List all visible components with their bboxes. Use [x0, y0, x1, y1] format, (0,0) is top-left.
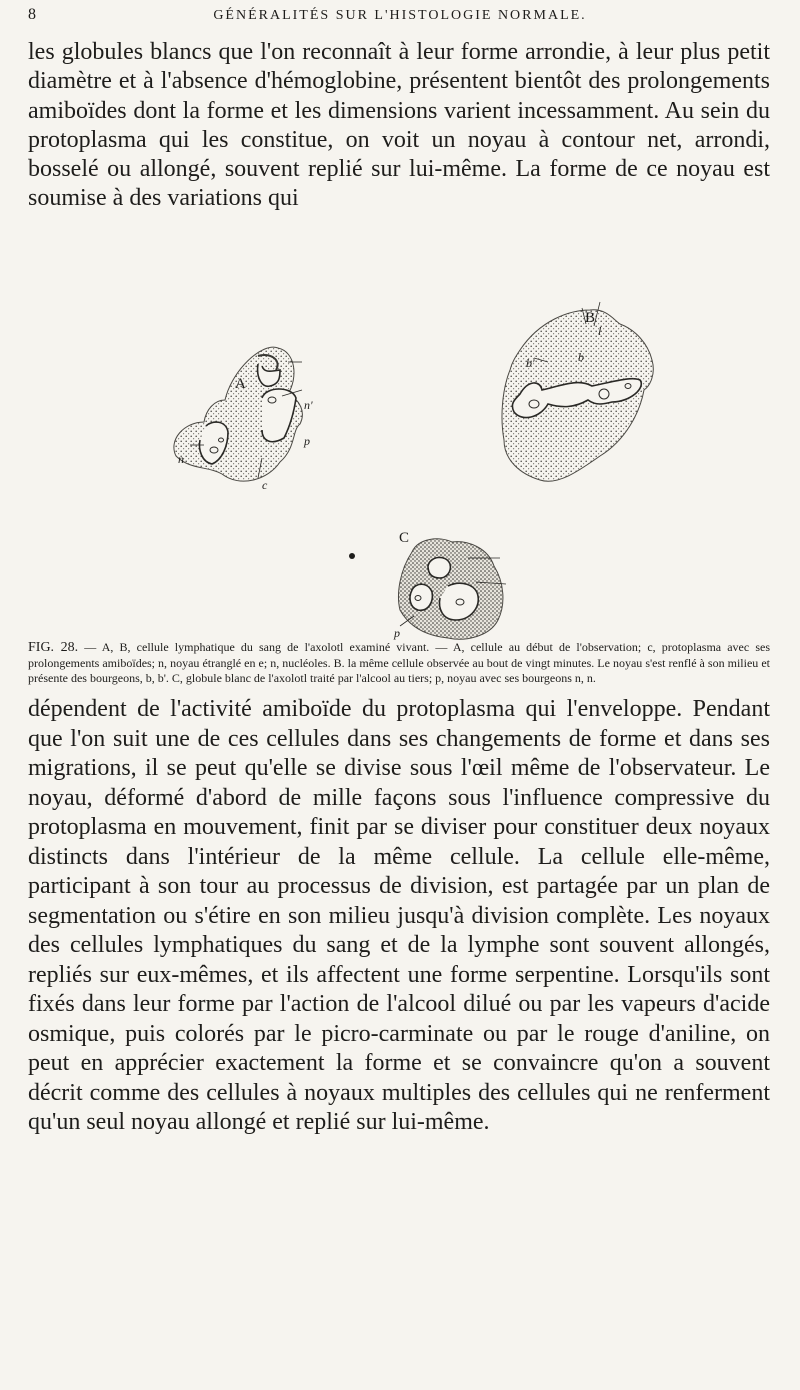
running-head: GÉNÉRALITÉS SUR L'HISTOLOGIE NORMALE.: [213, 8, 587, 23]
figure-letter-a: A: [235, 376, 246, 392]
figure-letter-b: B: [585, 310, 596, 326]
cell-drawings: [0, 290, 800, 640]
label-p-cell-c: p: [394, 626, 400, 640]
label-n-prime: n': [304, 398, 313, 412]
label-l: l: [598, 324, 602, 338]
cell-c-drawing: [399, 539, 507, 639]
label-c: c: [262, 478, 268, 492]
label-b-prime: b': [526, 356, 535, 370]
label-b: b: [578, 350, 584, 364]
figure-caption-text: — A, B, cellule lymphatique du sang de l'axolotl examiné vivant. — A, cellule au début de l'observation; c, protoplasma avec ses prolongements amiboïdes; n, noyau étranglé en e; n, nucléoles. B. la même cellule observée au bout de vingt minutes. Le noyau s'est renflé à son milieu et présente des bourgeons, b, b'. C, globule blanc de l'axolotl traité par l'alcool au tiers; p, noyau avec ses bourgeons n, n.: [28, 640, 771, 685]
figure-caption: [28, 640, 770, 685]
body-paragraph-2: dépendent de l'activité amiboïde du protoplasma qui l'enveloppe. Pendant que l'on suit une de ces cellules dans ses changements de forme et dans ses migrations, il se peut qu'elle se divise sous l'œil même de l'observateur. Le noyau, déformé d'abord de mille façons sous l'influence compressive du protoplasma en mouvement, finit par se diviser pour constituer deux noyaux distincts dans l'intérieur de la même cellule. La cellule elle-même, participant à son tour au processus de division, est partagée par un plan de segmentation ou s'étire en son milieu jusqu'à division complète. Les noyaux des cellules lymphatiques du sang et de la lymphe sont souvent allongés, repliés sur eux-mêmes, et ils affectent une forme serpentine. Lorsqu'ils sont fixés dans leur forme par l'action de l'alcool dilué ou par les vapeurs d'acide osmique, puis colorés par le picro-carminate ou par le rouge d'aniline, on peut en apprécier exactement la forme et se convaincre qu'on a souvent décrit comme des cellules à noyaux multiples des cellules qui ne renferment qu'un seul noyau allongé et replié sur lui-même.: [28, 696, 770, 1135]
label-n: n: [178, 452, 184, 466]
figure-number: FIG. 28.: [28, 640, 79, 655]
body-paragraph-1: les globules blancs que l'on reconnaît à leur forme arrondie, à leur plus petit diamètre et à l'absence d'hémoglobine, présentent bientôt des prolongements amiboïdes dont la forme et les dimensions varient incessamment. Au sein du protoplasma qui les constitue, on voit un noyau à contour net, arrondi, bosselé ou allongé, souvent replié sur lui-même. La forme de ce noyau est soumise à des variations qui: [28, 39, 770, 212]
label-p: p: [304, 434, 310, 448]
page-number: 8: [28, 6, 36, 23]
figure-letter-c: C: [399, 530, 410, 546]
cell-a-drawing: [174, 347, 302, 481]
figure-28: [0, 290, 800, 640]
cell-b-drawing: [502, 302, 653, 481]
